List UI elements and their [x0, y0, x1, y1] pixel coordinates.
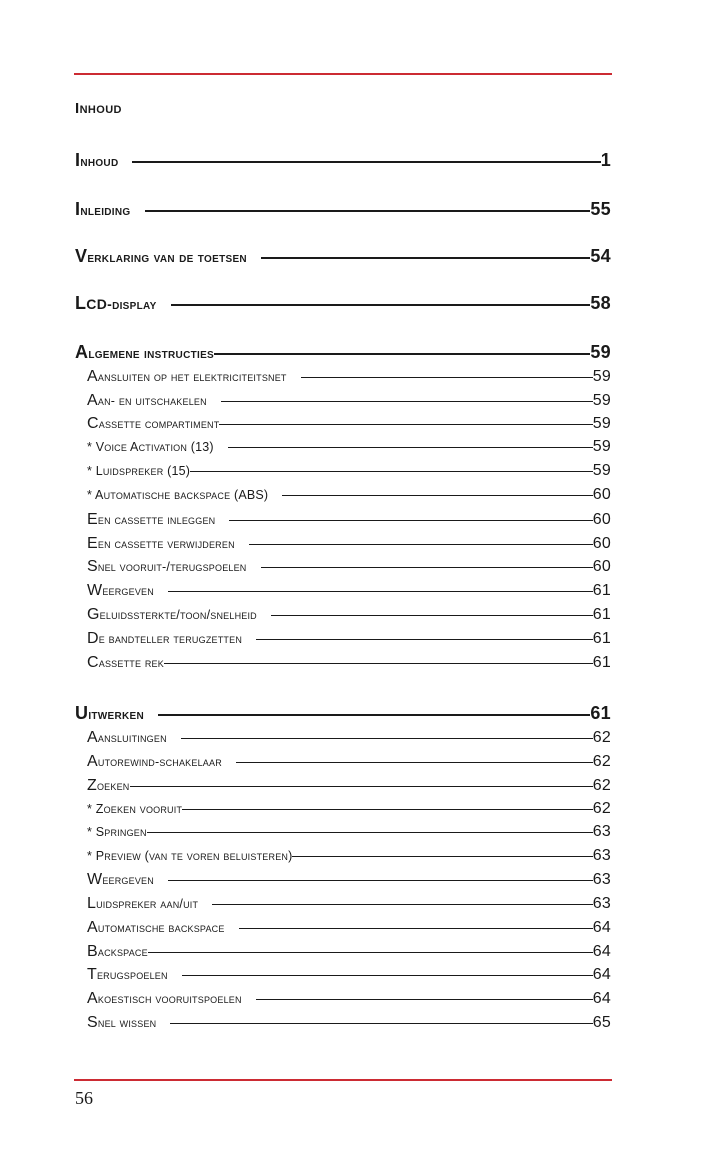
- toc-entry[interactable]: [75, 871, 611, 889]
- toc-page: 55: [590, 199, 611, 219]
- toc-leader: [182, 809, 593, 810]
- toc-leader: [148, 952, 593, 953]
- toc-leader: [171, 303, 591, 304]
- toc-title: Aan- en uitschakelen: [87, 392, 207, 409]
- toc-entry[interactable]: [75, 847, 611, 865]
- toc-title: Snel wissen: [87, 1014, 157, 1031]
- toc-entry[interactable]: [75, 415, 611, 433]
- toc-title: Aansluitingen: [87, 729, 167, 746]
- toc-page: 62: [592, 753, 611, 770]
- toc-title: * Springen: [87, 825, 147, 839]
- toc-page: 60: [592, 486, 611, 503]
- toc-title: Aansluiten op het elektriciteitsnet: [87, 368, 287, 385]
- toc-title: * Luidspreker (15): [87, 464, 191, 478]
- toc-entry[interactable]: [75, 800, 611, 818]
- toc-entry[interactable]: [75, 943, 611, 961]
- toc-leader: [158, 713, 590, 714]
- toc-leader: [229, 520, 592, 521]
- toc-entry[interactable]: [75, 486, 611, 504]
- toc-entry[interactable]: [75, 293, 611, 314]
- toc-leader: [214, 352, 590, 353]
- toc-page: 63: [592, 823, 611, 840]
- toc-leader: [219, 424, 592, 425]
- toc-page: 62: [592, 777, 611, 794]
- toc-title: Algemene instructies: [75, 342, 215, 362]
- toc-page: 59: [590, 342, 611, 362]
- toc-title: Inhoud: [75, 150, 119, 170]
- toc-title: * Automatische backspace (ABS): [87, 488, 269, 502]
- toc-leader: [182, 975, 593, 976]
- toc-leader: [212, 904, 593, 905]
- toc-title: * Preview (van te voren beluisteren): [87, 849, 293, 863]
- toc-leader: [256, 639, 593, 640]
- toc-title: Autorewind-schakelaar: [87, 753, 222, 770]
- toc-leader: [292, 856, 592, 857]
- toc-page: 59: [592, 438, 611, 455]
- toc-page: 59: [592, 415, 611, 432]
- toc-page: 61: [592, 582, 611, 599]
- toc-entry[interactable]: [75, 630, 611, 648]
- toc-entry[interactable]: [75, 535, 611, 553]
- toc-leader: [145, 209, 591, 210]
- toc-entry[interactable]: [75, 777, 611, 795]
- toc-title: Inleiding: [75, 199, 131, 219]
- toc-entry[interactable]: [75, 753, 611, 771]
- toc-entry[interactable]: [75, 582, 611, 600]
- toc-title: Zoeken: [87, 777, 130, 794]
- toc-entry[interactable]: [75, 966, 611, 984]
- toc-leader: [271, 615, 593, 616]
- toc-leader: [147, 832, 593, 833]
- toc-entry[interactable]: [75, 823, 611, 841]
- toc-leader: [170, 1023, 592, 1024]
- toc-title: * Voice Activation (13): [87, 440, 214, 454]
- top-rule: [74, 73, 612, 75]
- toc-entry[interactable]: [75, 150, 611, 171]
- toc-title: LCD-display: [75, 293, 157, 313]
- toc-title: De bandteller terugzetten: [87, 630, 243, 647]
- toc-entry[interactable]: [75, 729, 611, 747]
- toc-leader: [236, 762, 593, 763]
- toc-page: 62: [592, 729, 611, 746]
- toc-page: 61: [592, 654, 611, 671]
- page-title: Inhoud: [75, 100, 122, 117]
- toc-page: 1: [600, 150, 611, 170]
- toc-page: 63: [592, 847, 611, 864]
- toc-page: 59: [592, 462, 611, 479]
- bottom-rule: [74, 1079, 612, 1081]
- toc-title: Luidspreker aan/uit: [87, 895, 199, 912]
- toc-leader: [168, 880, 593, 881]
- toc-page: 61: [592, 606, 611, 623]
- toc-page: 60: [592, 558, 611, 575]
- toc-title: Backspace: [87, 943, 148, 960]
- toc-title: Verklaring van de toetsen: [75, 246, 247, 266]
- toc-entry[interactable]: [75, 246, 611, 267]
- toc-leader: [282, 495, 593, 496]
- toc-leader: [168, 591, 593, 592]
- toc-leader: [239, 928, 593, 929]
- toc-entry[interactable]: [75, 462, 611, 480]
- toc-leader: [130, 786, 593, 787]
- toc-page: 59: [592, 392, 611, 409]
- toc-page: 64: [592, 943, 611, 960]
- toc-page: 63: [592, 871, 611, 888]
- toc-entry[interactable]: [75, 342, 611, 363]
- toc-entry[interactable]: [75, 558, 611, 576]
- toc-page: 60: [592, 535, 611, 552]
- toc-title: Cassette rek: [87, 654, 164, 671]
- toc-entry[interactable]: [75, 895, 611, 913]
- toc-leader: [256, 999, 593, 1000]
- toc-leader: [132, 160, 600, 161]
- toc-page: 63: [592, 895, 611, 912]
- toc-page: 62: [592, 800, 611, 817]
- toc-title: Een cassette inleggen: [87, 511, 216, 528]
- toc-leader: [181, 738, 593, 739]
- toc-leader: [190, 471, 593, 472]
- toc-title: Akoestisch vooruitspoelen: [87, 990, 242, 1007]
- toc-entry[interactable]: [75, 438, 611, 456]
- toc-entry[interactable]: [75, 606, 611, 624]
- toc-title: Cassette compartiment: [87, 415, 220, 432]
- toc-page: 64: [592, 919, 611, 936]
- toc-page: 64: [592, 990, 611, 1007]
- toc-entry[interactable]: [75, 703, 611, 724]
- toc-page: 58: [590, 293, 611, 313]
- page-number: 56: [75, 1088, 93, 1108]
- toc-entry[interactable]: [75, 654, 611, 672]
- toc-entry[interactable]: [75, 199, 611, 220]
- toc-page: 61: [590, 703, 611, 723]
- toc-title: Weergeven: [87, 871, 154, 888]
- toc-title: Een cassette verwijderen: [87, 535, 235, 552]
- toc-leader: [261, 256, 590, 257]
- toc-title: Automatische backspace: [87, 919, 225, 936]
- toc-title: Geluidssterkte/toon/snelheid: [87, 606, 257, 623]
- toc-page: 59: [592, 368, 611, 385]
- toc-title: Uitwerken: [75, 703, 145, 723]
- toc-leader: [228, 447, 593, 448]
- toc-title: Snel vooruit-/terugspoelen: [87, 558, 247, 575]
- toc-page: 54: [590, 246, 611, 266]
- toc-entry[interactable]: [75, 1014, 611, 1032]
- toc-leader: [301, 377, 593, 378]
- toc-page: 61: [592, 630, 611, 647]
- toc-title: Weergeven: [87, 582, 154, 599]
- toc-entry[interactable]: [75, 368, 611, 386]
- toc-leader: [221, 401, 593, 402]
- toc-leader: [249, 544, 593, 545]
- toc-title: Terugspoelen: [87, 966, 168, 983]
- toc-leader: [164, 663, 593, 664]
- toc-page: 60: [592, 511, 611, 528]
- toc-entry[interactable]: [75, 511, 611, 529]
- toc-entry[interactable]: [75, 392, 611, 410]
- toc-page: 64: [592, 966, 611, 983]
- toc-entry[interactable]: [75, 919, 611, 937]
- toc-title: * Zoeken vooruit: [87, 802, 183, 816]
- toc-entry[interactable]: [75, 990, 611, 1008]
- toc-leader: [261, 567, 593, 568]
- toc-page: 65: [592, 1014, 611, 1031]
